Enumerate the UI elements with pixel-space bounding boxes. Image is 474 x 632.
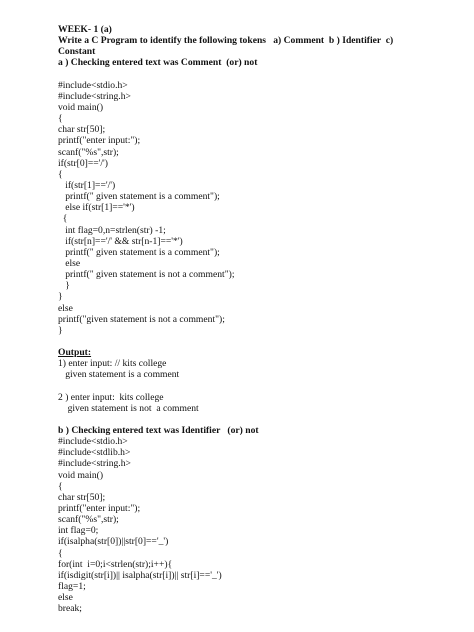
text-line: } bbox=[58, 280, 70, 292]
blank-line bbox=[58, 69, 462, 80]
text-line: break; bbox=[58, 603, 82, 615]
text-line: { bbox=[58, 480, 63, 492]
blank-line bbox=[58, 336, 462, 347]
text-line: char str[50]; bbox=[58, 491, 106, 503]
text-line: if(str[0]=='/') bbox=[58, 157, 108, 169]
text-line: printf("given statement is not a comment"); bbox=[58, 313, 225, 325]
text-line: { bbox=[58, 168, 63, 180]
text-line: for(int i=0;i<strlen(str);i++){ bbox=[58, 558, 173, 570]
text-line: { bbox=[58, 213, 68, 225]
text-line: 1) enter input: // kits college bbox=[58, 358, 167, 370]
text-line: #include<stdio.h> bbox=[58, 79, 128, 91]
text-line: if(str[1]=='/') bbox=[58, 179, 116, 191]
text-line: given statement is not a comment bbox=[58, 402, 199, 414]
text-line: scanf("%s",str); bbox=[58, 146, 119, 158]
text-line: { bbox=[58, 113, 63, 125]
text-line: } bbox=[58, 324, 63, 336]
blank-line bbox=[58, 381, 462, 392]
text-line: } bbox=[58, 291, 63, 303]
text-line: 2 ) enter input: kits college bbox=[58, 391, 164, 403]
text-line: flag=1; bbox=[58, 581, 86, 593]
text-line: else if(str[1]=='*') bbox=[58, 202, 135, 214]
text-line: printf(" given statement is a comment"); bbox=[58, 191, 220, 203]
text-line: char str[50]; bbox=[58, 124, 106, 136]
text-line: int flag=0; bbox=[58, 525, 99, 537]
text-line: void main() bbox=[58, 101, 104, 113]
text-line: if(str[n]=='/' && str[n-1]=='*') bbox=[58, 235, 183, 247]
text-line: else bbox=[58, 302, 73, 314]
text-line: given statement is a comment bbox=[58, 369, 180, 381]
text-line: a ) Checking entered text was Comment (or) not bbox=[58, 57, 258, 69]
text-line: else bbox=[58, 592, 73, 604]
text-line: printf("enter input:"); bbox=[58, 503, 141, 515]
text-line: #include<string.h> bbox=[58, 458, 131, 470]
text-line: if(isdigit(str[i])|| isalpha(str[i])|| str[i]=='_') bbox=[58, 569, 222, 581]
text-line: else bbox=[58, 257, 81, 269]
text-line: WEEK- 1 (a) bbox=[58, 24, 112, 35]
text-line: int flag=0,n=strlen(str) -1; bbox=[58, 224, 166, 236]
text-line: printf(" given statement is not a comment"); bbox=[58, 269, 235, 281]
text-line: { bbox=[58, 547, 63, 559]
document-page bbox=[58, 24, 462, 614]
text-line: printf("enter input:"); bbox=[58, 135, 141, 147]
text-line: void main() bbox=[58, 469, 104, 481]
text-line: #include<stdio.h> bbox=[58, 436, 128, 448]
text-line: Constant bbox=[58, 46, 96, 58]
text-line: scanf("%s",str); bbox=[58, 514, 119, 526]
blank-line bbox=[58, 414, 462, 425]
text-line: #include<string.h> bbox=[58, 90, 131, 102]
text-line: Output: bbox=[58, 347, 92, 359]
text-line: if(isalpha(str[0])||str[0]=='_') bbox=[58, 536, 169, 548]
text-line: b ) Checking entered text was Identifier (or) not bbox=[58, 425, 259, 437]
text-line: Write a C Program to identify the following tokens a) Comment b ) Identifier c) bbox=[58, 35, 394, 47]
text-line: printf(" given statement is a comment"); bbox=[58, 246, 220, 258]
text-line: #include<stdlib.h> bbox=[58, 447, 131, 459]
